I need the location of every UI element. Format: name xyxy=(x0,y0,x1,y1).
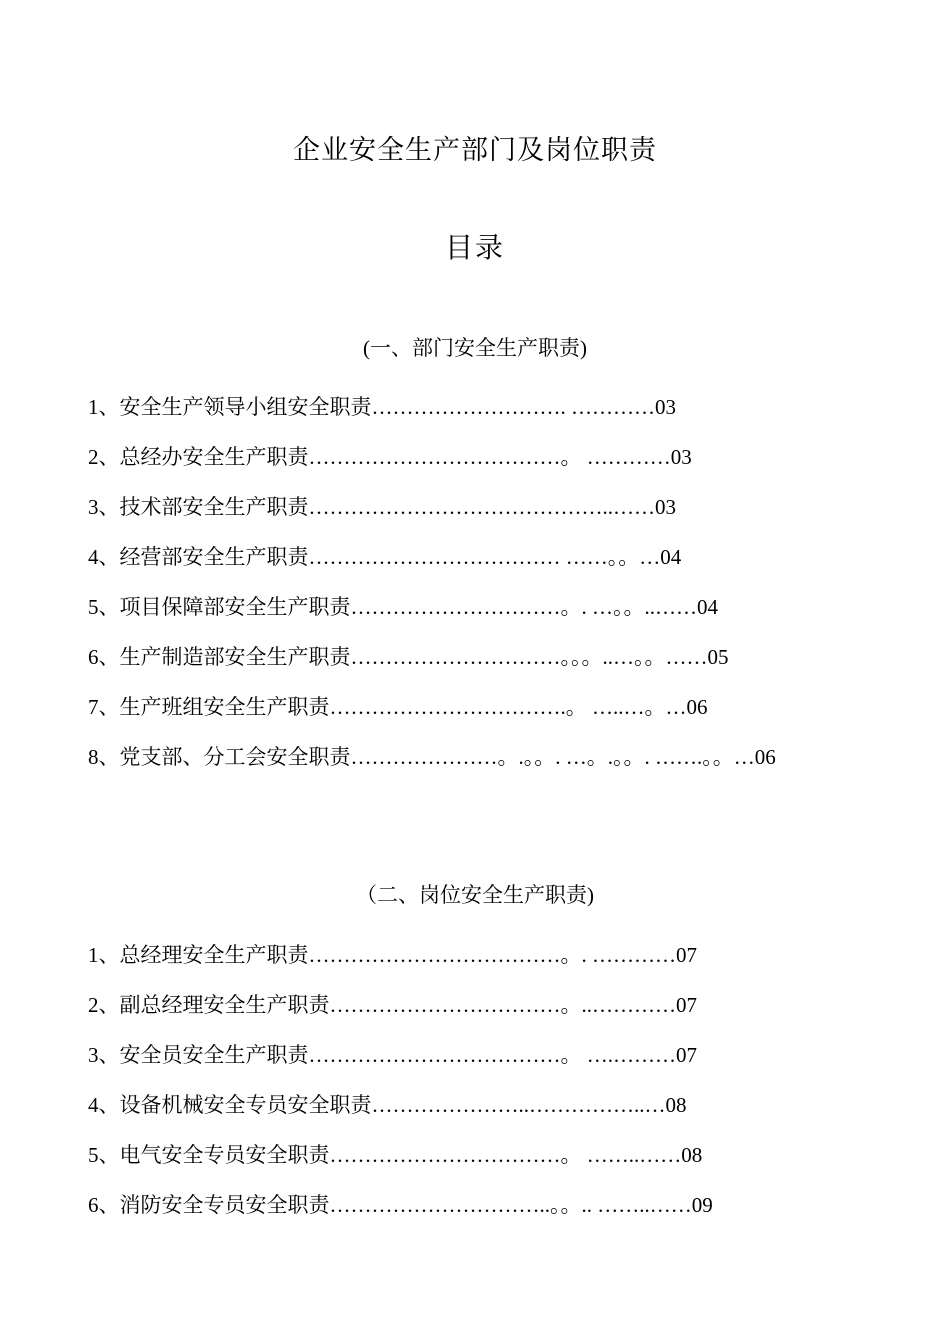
toc-entry-label: 项目保障部安全生产职责 xyxy=(119,595,351,619)
toc-entry-leader: …………………。.。。. …。.。。. …….。。… xyxy=(350,745,755,769)
toc-entry-leader: ……………………………… ……。。… xyxy=(308,545,661,569)
toc-entry-label: 副总经理安全生产职责 xyxy=(119,993,330,1017)
toc-entry-label: 安全生产领导小组安全职责 xyxy=(119,395,372,419)
toc-entry-number: 4、 xyxy=(88,1093,120,1117)
toc-entry-page: 03 xyxy=(670,445,692,469)
toc-entry[interactable] xyxy=(88,432,863,482)
toc-entry-label: 消防安全专员安全职责 xyxy=(119,1193,330,1217)
toc-entry-number: 7、 xyxy=(88,695,120,719)
toc-entry[interactable] xyxy=(88,382,863,432)
toc-entry-page: 08 xyxy=(665,1093,687,1117)
toc-entry-page: 04 xyxy=(697,595,718,619)
toc-entry-page: 07 xyxy=(676,943,697,967)
toc-entry-leader: ……………………………。..………… xyxy=(329,993,676,1017)
toc-entry-number: 1、 xyxy=(88,395,120,419)
toc-entry-page: 07 xyxy=(676,993,697,1017)
toc-entry-label: 安全员安全生产职责 xyxy=(119,1043,309,1067)
toc-entry-number: 2、 xyxy=(88,993,120,1017)
toc-entry-number: 3、 xyxy=(88,1043,120,1067)
toc-entry-number: 6、 xyxy=(88,1193,120,1217)
toc-entry-number: 5、 xyxy=(88,595,120,619)
toc-entry-label: 党支部、分工会安全职责 xyxy=(119,745,351,769)
toc-entry-label: 技术部安全生产职责 xyxy=(119,495,309,519)
toc-entry-number: 4、 xyxy=(88,545,120,569)
toc-entry-leader: …………………………。。。..…。。…… xyxy=(350,645,708,669)
toc-entry-leader: …………………………….。 …..…。… xyxy=(329,695,687,719)
toc-entry-label: 经营部安全生产职责 xyxy=(119,545,309,569)
toc-entry-number: 1、 xyxy=(88,943,120,967)
toc-entry-label: 总经理安全生产职责 xyxy=(119,943,309,967)
toc-entry-page: 05 xyxy=(707,645,729,669)
toc-entry-page: 08 xyxy=(681,1143,703,1167)
toc-entry[interactable] xyxy=(88,732,863,782)
document-title: 企业安全生产部门及岗位职责 xyxy=(293,135,657,165)
toc-entry-leader: ………………………………。. ………… xyxy=(308,943,676,967)
section-heading-departments: (一、部门安全生产职责) xyxy=(363,336,587,360)
toc-entry[interactable] xyxy=(88,1130,863,1180)
toc-entry[interactable] xyxy=(88,930,863,980)
toc-entry-page: 06 xyxy=(754,745,776,769)
toc-list-departments xyxy=(88,382,863,782)
toc-entry[interactable] xyxy=(88,1080,863,1130)
toc-entry-leader: …………………………。. …。。..…… xyxy=(350,595,697,619)
toc-entry-leader: ………………………………。 ….……… xyxy=(308,1043,676,1067)
toc-entry-page: 06 xyxy=(686,695,708,719)
toc-entry-label: 生产制造部安全生产职责 xyxy=(119,645,351,669)
toc-entry-leader: ………………………. ………… xyxy=(371,395,655,419)
toc-entry[interactable] xyxy=(88,582,863,632)
toc-entry-page: 09 xyxy=(691,1193,713,1217)
toc-entry[interactable] xyxy=(88,1030,863,1080)
toc-entry-leader: ……………………………。 ……..…… xyxy=(329,1143,682,1167)
toc-entry-leader: ……………………………………..…… xyxy=(308,495,655,519)
toc-entry[interactable] xyxy=(88,632,863,682)
toc-list-positions xyxy=(88,930,863,1230)
toc-entry-number: 5、 xyxy=(88,1143,120,1167)
toc-entry-page: 03 xyxy=(655,395,676,419)
toc-entry-label: 设备机械安全专员安全职责 xyxy=(119,1093,372,1117)
toc-entry-page: 07 xyxy=(676,1043,697,1067)
toc-entry-leader: …………………………..。。.. ……..…… xyxy=(329,1193,692,1217)
toc-entry[interactable] xyxy=(88,682,863,732)
toc-entry-number: 3、 xyxy=(88,495,120,519)
toc-entry-number: 6、 xyxy=(88,645,120,669)
toc-entry[interactable] xyxy=(88,1180,863,1230)
toc-entry[interactable] xyxy=(88,482,863,532)
toc-entry-label: 总经办安全生产职责 xyxy=(119,445,309,469)
toc-entry-label: 电气安全专员安全职责 xyxy=(119,1143,330,1167)
toc-entry-leader: …………………..……………..… xyxy=(371,1093,666,1117)
toc-entry[interactable] xyxy=(88,532,863,582)
toc-entry-number: 2、 xyxy=(88,445,120,469)
toc-entry-leader: ………………………………。 ………… xyxy=(308,445,671,469)
toc-heading: 目录 xyxy=(444,233,505,264)
toc-entry-label: 生产班组安全生产职责 xyxy=(119,695,330,719)
toc-entry-page: 04 xyxy=(660,545,682,569)
toc-entry[interactable] xyxy=(88,980,863,1030)
toc-entry-page: 03 xyxy=(655,495,676,519)
section-heading-positions: （二、岗位安全生产职责) xyxy=(356,883,594,907)
toc-entry-number: 8、 xyxy=(88,745,120,769)
